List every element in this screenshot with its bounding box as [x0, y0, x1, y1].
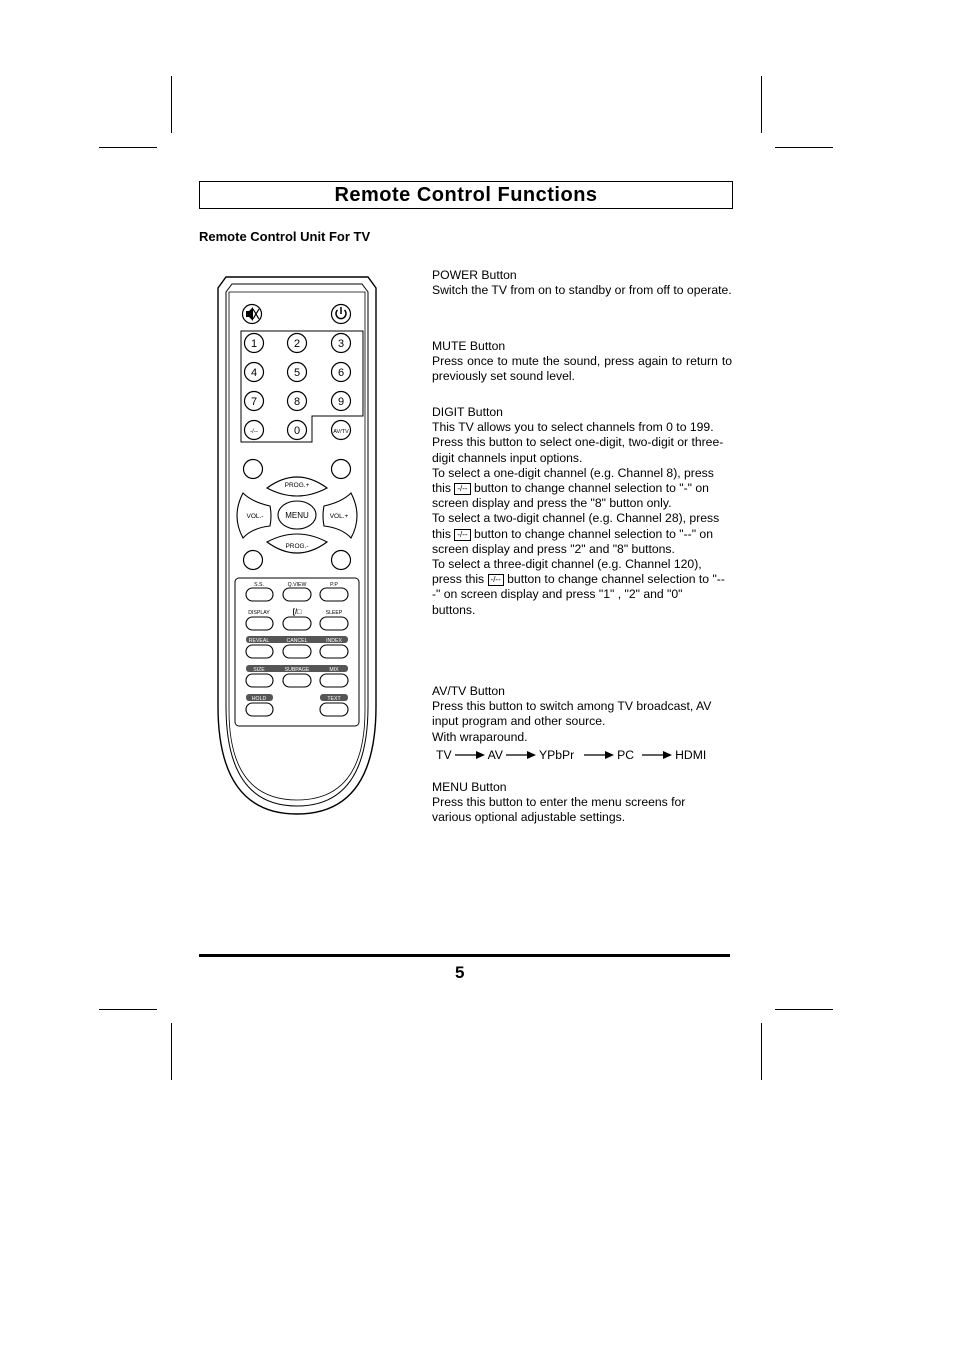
digit-label: 4: [250, 367, 258, 379]
page-title: Remote Control Functions: [334, 184, 598, 206]
fn-label: SIZE: [253, 667, 265, 673]
navigation-cluster: [237, 477, 357, 553]
menu-label: MENU: [285, 511, 309, 520]
fn-label: [/□: [292, 609, 302, 616]
source-flow: [436, 747, 706, 763]
power-heading-suffix: Button: [478, 268, 517, 282]
avtv-description: Press this button to switch among TV broadcast, AV input program and other source.: [432, 699, 712, 729]
mute-button: [243, 305, 262, 324]
digit-label: 7: [250, 396, 258, 408]
fn-label: Q.VIEW: [287, 582, 307, 588]
mute-description: Press once to mute the sound, press again to return to previously set sound level.: [432, 354, 732, 384]
function-buttons: [246, 582, 348, 716]
fn-label: SLEEP: [325, 610, 343, 616]
mute-heading-suffix: Button: [466, 339, 506, 353]
crop-mark: [761, 76, 762, 133]
digit-toggle-icon: -/--: [454, 529, 470, 541]
round-button: [332, 460, 351, 479]
section-subtitle: Remote Control Unit For TV: [199, 229, 371, 244]
power-section: [432, 268, 732, 298]
round-button: [332, 551, 351, 570]
flow-item: TV: [436, 748, 452, 762]
crop-mark: [171, 1023, 172, 1080]
avtv-label: AV/TV: [333, 429, 349, 435]
power-button: [332, 305, 351, 324]
digit-heading: DIGIT Button: [432, 405, 503, 419]
prog-down-label: PROG.-: [285, 543, 309, 550]
digit-two-instruction: [432, 511, 728, 557]
mute-section: [432, 339, 732, 385]
digit-one-text: To select a one-digit channel (e.g. Channel 8), press this: [432, 465, 714, 496]
vol-down-label: VOL.-: [246, 513, 264, 520]
avtv-wraparound: With wraparound.: [432, 729, 528, 744]
page-title-box: [199, 181, 733, 209]
fn-label: MIX: [329, 667, 339, 673]
digit-label: 2: [293, 338, 301, 350]
digit-toggle-icon: -/--: [488, 574, 504, 586]
digit-label: 5: [293, 367, 301, 379]
digit-label: 8: [293, 396, 301, 408]
fn-label: S.S.: [254, 582, 264, 588]
digit-one-text-end: button to change channel selection to "-" on screen display and press the "8" button only.: [432, 481, 709, 511]
digit-one-instruction: [432, 466, 728, 512]
arrow-right-icon: [455, 751, 485, 759]
fn-label: TEXT: [327, 696, 341, 702]
round-button: [244, 551, 263, 570]
crop-mark: [775, 1009, 833, 1010]
digit-line: Press this button to select one-digit, two-digit or three-digit channels input options.: [432, 435, 724, 465]
arrow-right-icon: [584, 751, 614, 759]
flow-item: YPbPr: [538, 748, 575, 762]
digit-label: 1: [250, 338, 258, 350]
digit-three-instruction: [432, 557, 728, 618]
digit-line: This TV allows you to select channels from 0 to 199.: [432, 420, 714, 435]
fn-label: P.P: [330, 582, 338, 588]
digit-label: 0: [293, 425, 301, 437]
crop-mark: [99, 1009, 157, 1010]
mute-heading: MUTE: [432, 339, 467, 353]
digit-toggle-label: -/--: [250, 429, 258, 435]
avtv-heading: AV/TV Button: [432, 684, 505, 698]
remote-control-illustration: [217, 276, 377, 816]
menu-section: [432, 780, 712, 826]
fn-label: HOLD: [251, 696, 267, 702]
mute-icon: [246, 307, 253, 321]
crop-mark: [99, 147, 157, 148]
crop-mark: [775, 147, 833, 148]
fn-label: INDEX: [326, 638, 342, 644]
fn-label: SUBPAGE: [284, 667, 310, 673]
digit-two-text: To select a two-digit channel (e.g. Channel 28), press this: [432, 511, 720, 541]
fn-label: DISPLAY: [248, 610, 270, 616]
digit-three-text-end: button to change channel selection to "---" on screen display and press "1" , "2" and "0" buttons.: [432, 572, 725, 617]
menu-description: Press this button to enter the menu screens for various optional adjustable settings.: [432, 795, 686, 825]
digit-section: [432, 405, 728, 618]
fn-label: CANCEL: [286, 638, 308, 644]
flow-item: AV: [487, 748, 503, 762]
digit-label: 6: [337, 367, 345, 379]
flow-item: PC: [617, 748, 635, 762]
arrow-right-icon: [506, 751, 536, 759]
fn-label: REVEAL: [248, 638, 270, 644]
digit-two-text-end: button to change channel selection to "--" on screen display and press "2" and "8" buttons.: [432, 526, 713, 556]
digit-label: 3: [337, 338, 345, 350]
digit-three-text: To select a three-digit channel (e.g. Channel 120), press this: [432, 557, 702, 587]
page-number: 5: [455, 963, 465, 982]
footer-rule: [199, 954, 730, 957]
digit-toggle-icon: -/--: [454, 483, 470, 495]
power-heading: POWER: [432, 268, 479, 282]
arrow-right-icon: [642, 751, 672, 759]
prog-up-label: PROG.+: [284, 482, 310, 489]
crop-mark: [761, 1023, 762, 1080]
digit-label: 9: [337, 396, 345, 408]
crop-mark: [171, 76, 172, 133]
round-button: [244, 460, 263, 479]
vol-up-label: VOL.+: [329, 513, 349, 520]
menu-heading: MENU Button: [432, 780, 507, 794]
power-description: Switch the TV from on to standby or from off to operate.: [432, 283, 732, 298]
digit-buttons: [245, 334, 351, 440]
avtv-section: [432, 684, 732, 745]
flow-item: HDMI: [675, 748, 707, 762]
